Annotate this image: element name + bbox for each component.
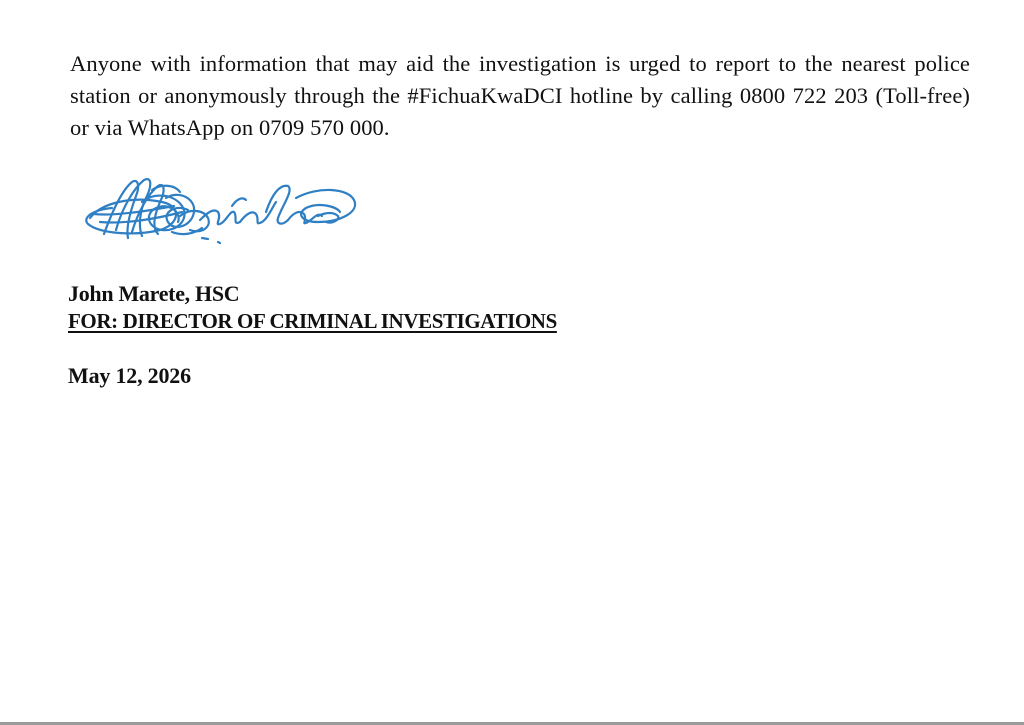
signatory-role: FOR: DIRECTOR OF CRIMINAL INVESTIGATIONS <box>68 309 557 333</box>
notice-paragraph: Anyone with information that may aid the investigation is urged to report to the nearest police station or anonymously through the #FichuaKwaDCI hotline by calling 0800 722 203 (Toll-free) or via WhatsApp on 0709 570 000. <box>70 51 970 140</box>
document-date: May 12, 2026 <box>68 363 191 388</box>
signature-strokes <box>86 179 355 243</box>
signatory-name: John Marete, HSC <box>68 281 240 306</box>
handwritten-signature <box>82 172 362 250</box>
